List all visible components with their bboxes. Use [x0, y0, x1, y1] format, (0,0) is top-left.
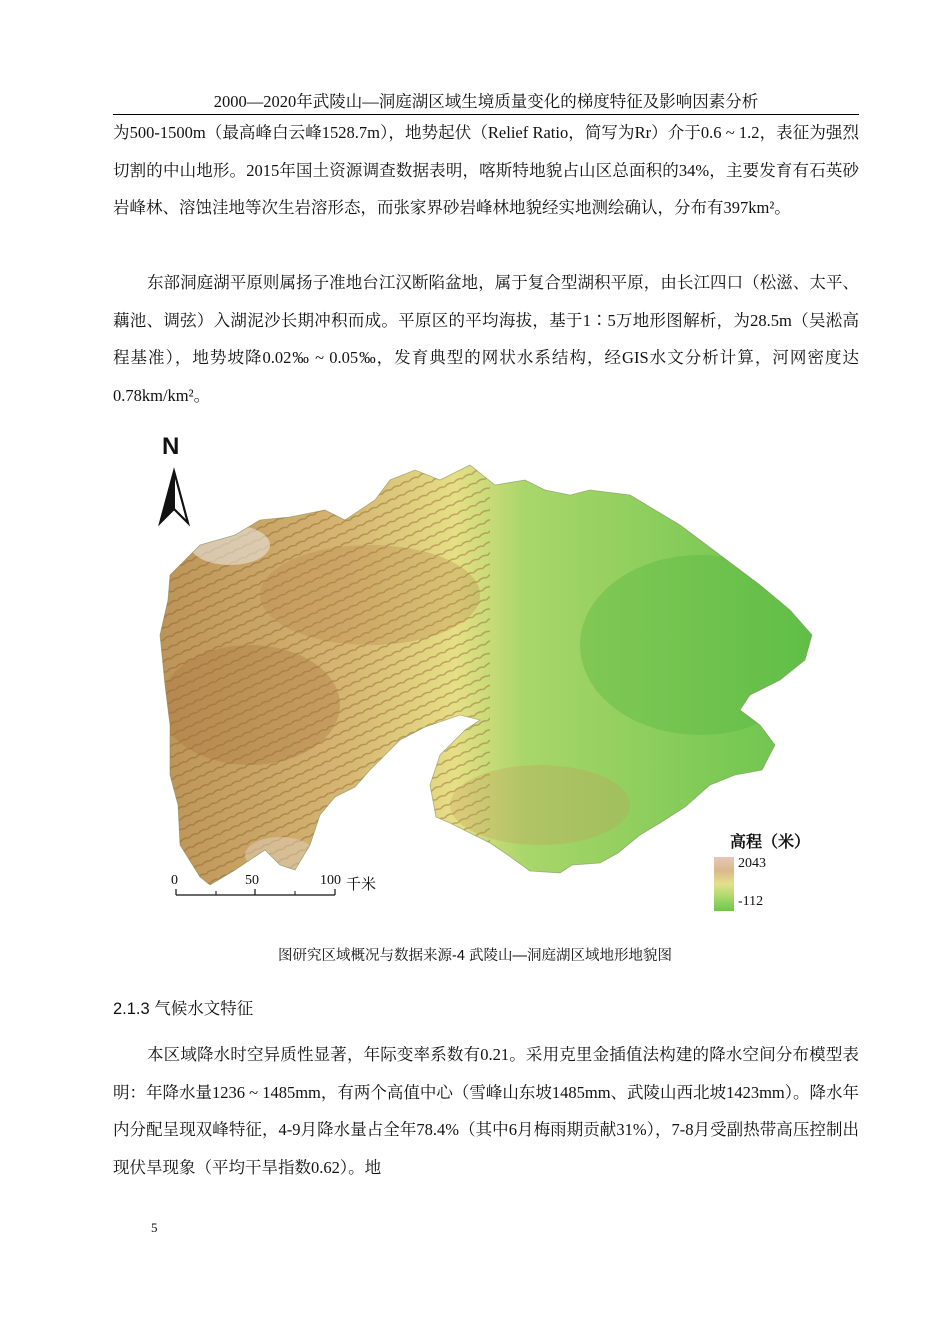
north-label: N — [162, 433, 180, 460]
scale-unit: 千米 — [346, 876, 377, 893]
running-header: 2000—2020年武陵山—洞庭湖区域生境质量变化的梯度特征及影响因素分析 — [213, 92, 759, 111]
scale-label-50: 50 — [245, 873, 259, 888]
legend-title: 高程（米） — [730, 834, 811, 851]
scale-label-0: 0 — [171, 873, 178, 888]
legend-min-value: -112 — [738, 894, 764, 909]
figure-caption: 图研究区域概况与数据来源-4 武陵山—洞庭湖区域地形地貌图 — [278, 948, 672, 964]
legend-color-ramp — [714, 857, 734, 911]
scale-label-100: 100 — [320, 873, 341, 888]
paragraph-climate: 本区域降水时空异质性显著，年际变率系数有0.21。采用克里金插值法构建的降水空间分布模型表明：年降水量1236 ~ 1485mm，有两个高值中心（雪峰山东坡1485mm、武陵山西北坡1423mm）。降水年内分配呈现双峰特征，4-9月降水量占全年78.4%（其中6月梅雨期贡献31%），7-8月受副热带高压控制出现伏旱现象（平均干旱指数0.62）。地 — [113, 1045, 859, 1177]
paragraph-plain: 东部洞庭湖平原则属扬子准地台江汉断陷盆地，属于复合型湖积平原，由长江四口（松滋、太平、藕池、调弦）入湖泥沙长期冲积而成。平原区的平均海拔，基于1∶5万地形图解析，为28.5m（吴淞高程基准），地势坡降0.02‰ ~ 0.05‰，发育典型的网状水系结构，经GIS水文分析计算，河网密度达0.78km/km²。 — [113, 273, 859, 405]
paragraph-terrain: 为500-1500m（最高峰白云峰1528.7m），地势起伏（Relief Ratio，简写为Rr）介于0.6 ~ 1.2，表征为强烈切割的中山地形。2015年国土资源调查数据表明，喀斯特地貌占山区总面积的34%，主要发育有石英砂岩峰林、溶蚀洼地等次生岩溶形态，而张家界砂岩峰林地貌经实地测绘确认，分布有397km²。 — [113, 123, 859, 217]
legend-max-value: 2043 — [738, 856, 766, 871]
terrain-map-figure — [140, 425, 840, 925]
page-number: 5 — [151, 1220, 158, 1235]
section-title: 2.1.3 气候水文特征 — [113, 1000, 254, 1018]
